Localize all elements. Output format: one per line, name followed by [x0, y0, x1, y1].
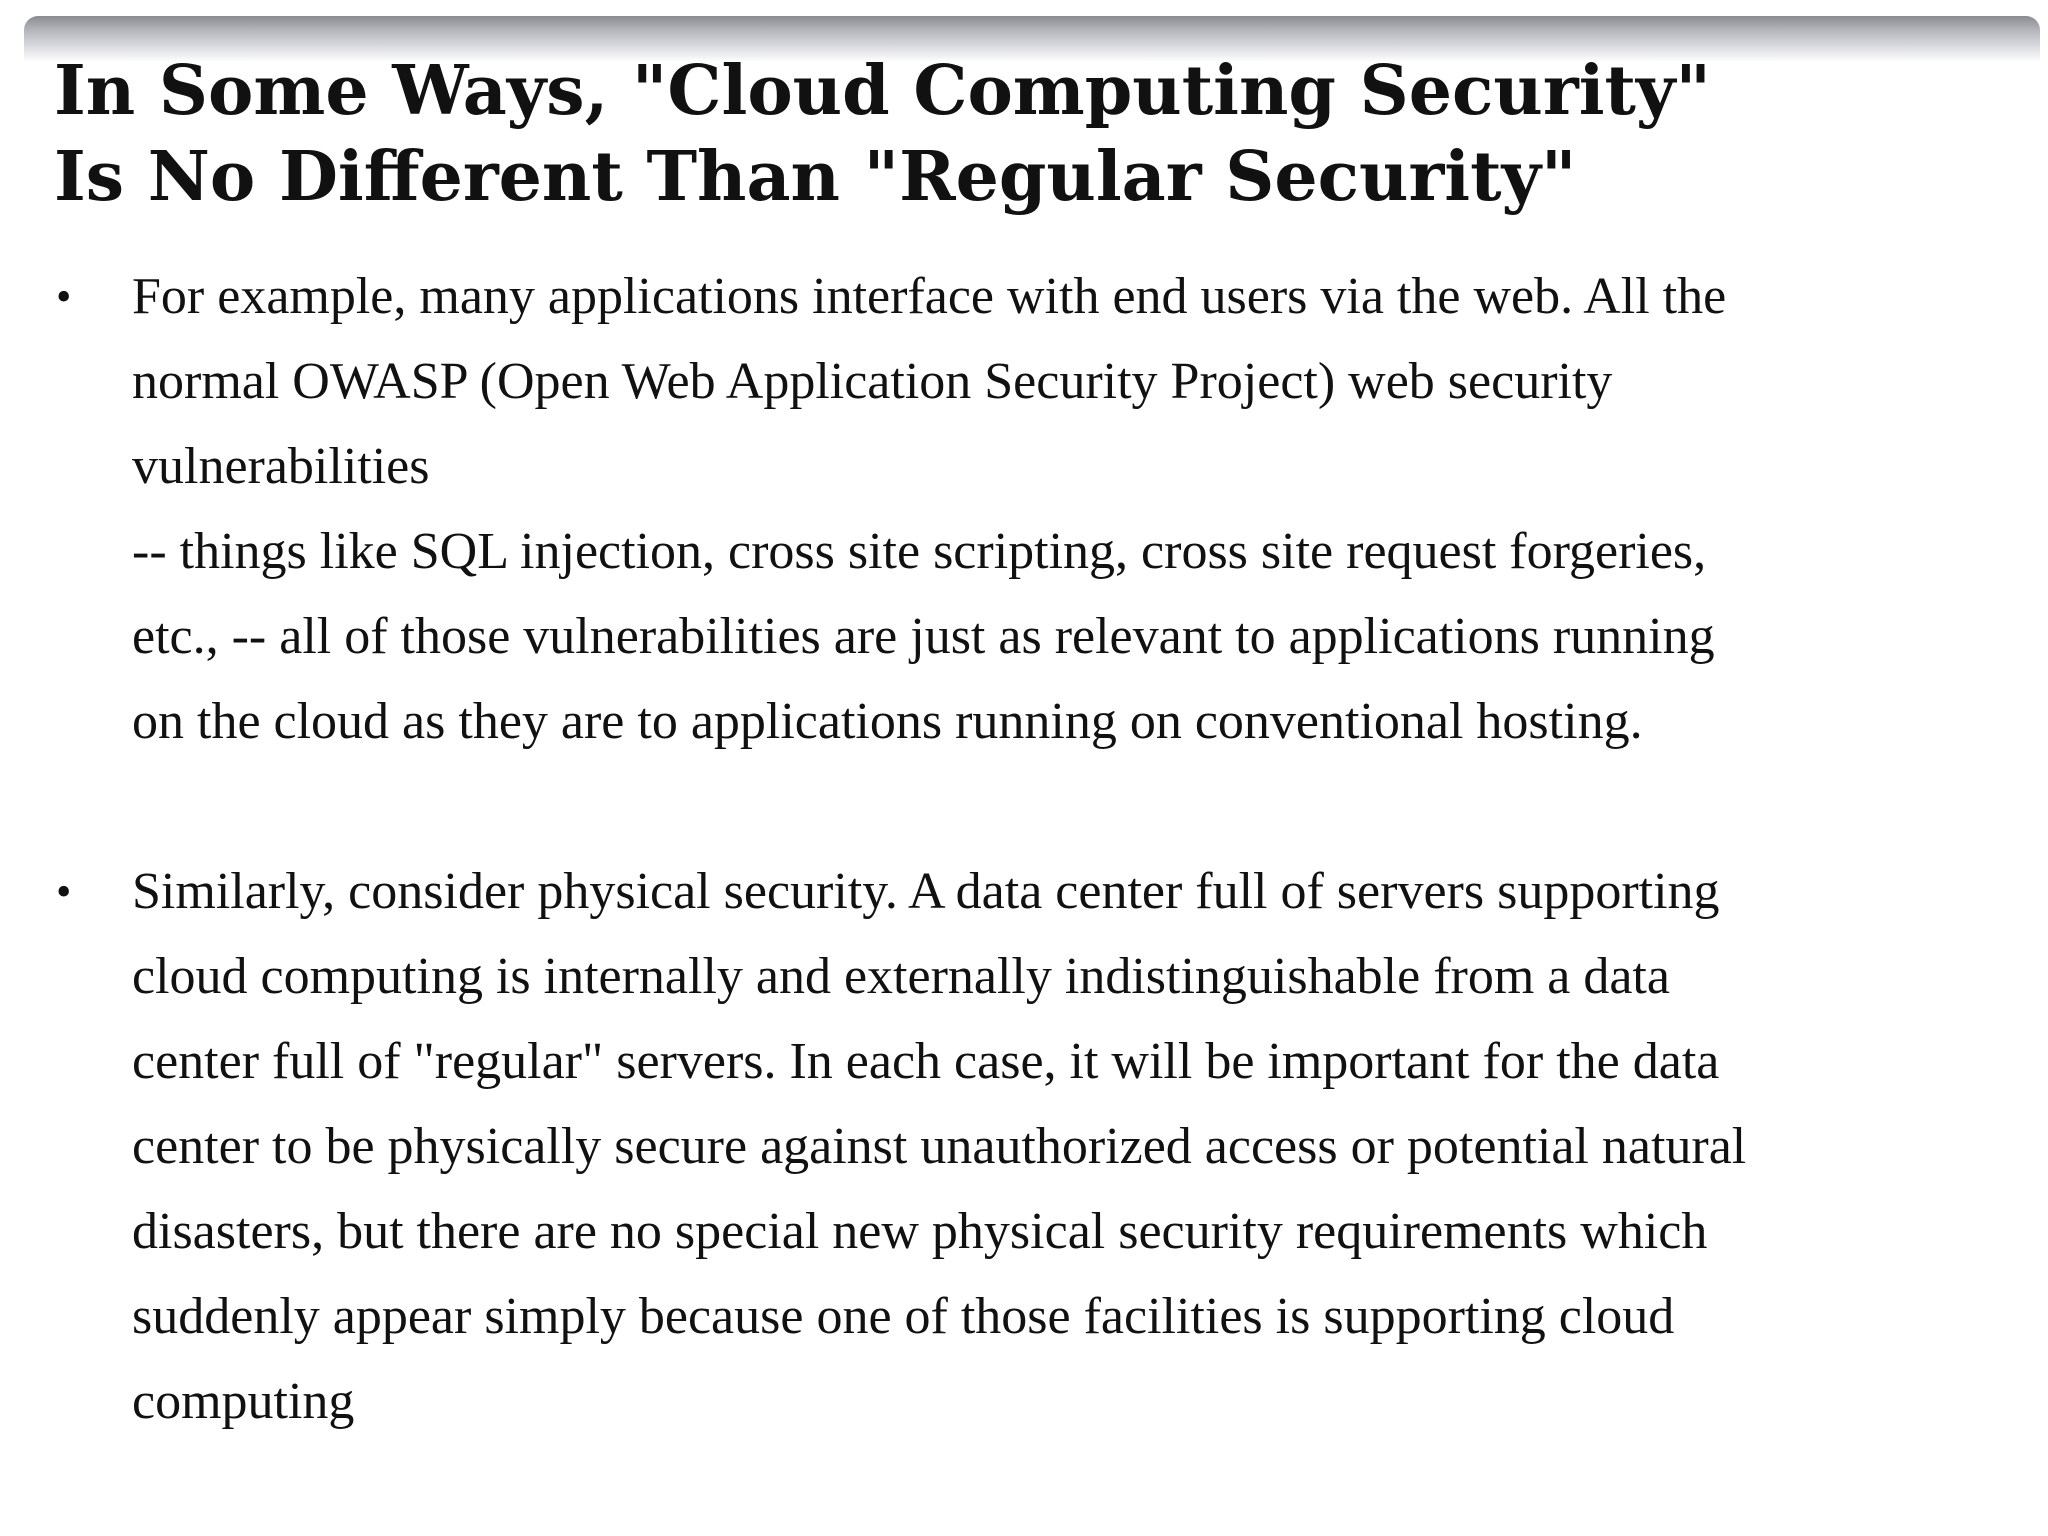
bullet-item-web-security — [54, 254, 2014, 764]
bullet-text-line: Similarly, consider physical security. A data center full of servers supporting — [132, 863, 1720, 920]
bullet-item-physical-security — [54, 849, 2014, 1444]
bullet-text-line: etc., -- all of those vulnerabilities are just as relevant to applications running — [132, 608, 1715, 665]
bullet-text-line: suddenly appear simply because one of those facilities is supporting cloud — [132, 1288, 1675, 1345]
bullet-text-line: disasters, but there are no special new physical security requirements which — [132, 1203, 1708, 1260]
bullet-list — [54, 254, 2014, 1444]
bullet-icon: • — [56, 867, 72, 916]
bullet-text-line: normal OWASP (Open Web Application Security Project) web security — [132, 353, 1613, 410]
bullet-text-line: cloud computing is internally and externally indistinguishable from a data — [132, 948, 1670, 1005]
bullet-text-line: vulnerabilities — [132, 438, 430, 495]
slide-title — [54, 48, 1954, 220]
bullet-text-line: -- things like SQL injection, cross site scripting, cross site request forgeries, — [132, 523, 1707, 580]
title-line-1: In Some Ways, "Cloud Computing Security" — [54, 51, 1711, 131]
title-line-2: Is No Different Than "Regular Security" — [54, 137, 1577, 217]
bullet-text-line: on the cloud as they are to applications running on conventional hosting. — [132, 693, 1643, 750]
bullet-text-line: computing — [132, 1373, 355, 1430]
bullet-text-line: For example, many applications interface with end users via the web. All the — [132, 268, 1727, 325]
bullet-icon: • — [56, 272, 72, 321]
bullet-text-line: center full of "regular" servers. In each case, it will be important for the data — [132, 1033, 1720, 1090]
bullet-text-line: center to be physically secure against unauthorized access or potential natural — [132, 1118, 1747, 1175]
